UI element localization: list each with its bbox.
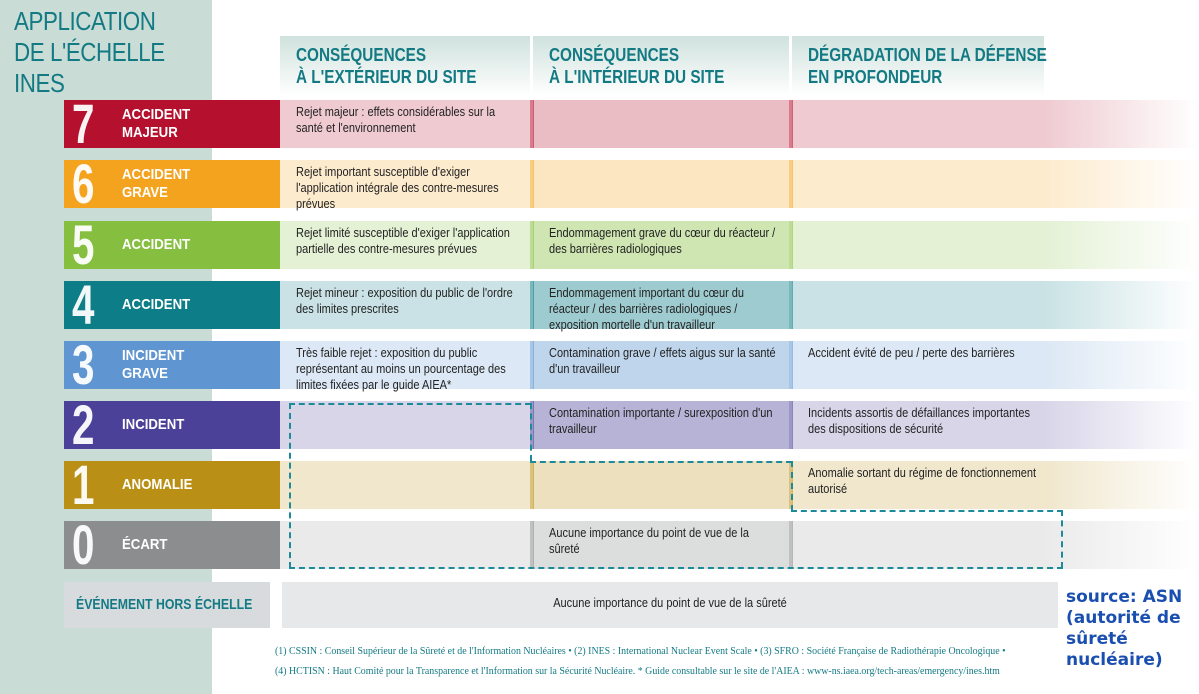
column-header-line: À L'INTÉRIEUR DU SITE bbox=[549, 67, 725, 87]
level-badge bbox=[64, 333, 280, 396]
level-number: 0 bbox=[72, 513, 95, 576]
level-badge bbox=[64, 213, 280, 276]
page-title bbox=[14, 6, 177, 99]
cell-fade bbox=[1045, 160, 1199, 208]
level-badge bbox=[64, 92, 280, 155]
column-header-interieur bbox=[533, 36, 789, 96]
ines-level-row bbox=[64, 393, 1199, 456]
level-label bbox=[122, 166, 254, 202]
cell-exterieur bbox=[280, 341, 530, 392]
level-label bbox=[122, 347, 254, 383]
ines-level-row bbox=[64, 213, 1199, 276]
cell-text: Contamination grave / effets aigus sur la santé d'un travailleur bbox=[549, 346, 776, 376]
cell-text: Accident évité de peu / perte des barrières bbox=[808, 346, 1015, 360]
level-number: 7 bbox=[72, 92, 95, 155]
dashed-boundary-bottom bbox=[289, 567, 1063, 569]
cell-defense bbox=[792, 401, 1045, 449]
cell-exterieur bbox=[280, 401, 530, 449]
column-header-line: CONSÉQUENCES bbox=[549, 45, 680, 65]
cell-interieur bbox=[533, 100, 789, 148]
cell-text: Rejet mineur : exposition du public de l'ordre des limites prescrites bbox=[296, 286, 513, 316]
level-label-line: GRAVE bbox=[122, 365, 168, 382]
cell-fade bbox=[1045, 521, 1199, 569]
column-divider bbox=[789, 521, 793, 569]
cell-text: Anomalie sortant du régime de fonctionnement autorisé bbox=[808, 466, 1037, 496]
column-divider bbox=[789, 401, 793, 449]
cell-exterieur bbox=[280, 461, 530, 509]
cell-text: Rejet important susceptible d'exiger l'application intégrale des contre-mesures prévues bbox=[296, 165, 499, 211]
column-header-line: CONSÉQUENCES bbox=[296, 45, 427, 65]
column-divider bbox=[530, 100, 534, 148]
cell-fade bbox=[1045, 341, 1199, 389]
cell-text: Aucune importance du point de vue de la sûreté bbox=[549, 526, 749, 556]
column-header-line: DÉGRADATION DE LA DÉFENSE bbox=[808, 45, 1047, 65]
cell-interieur bbox=[533, 341, 789, 389]
cell-exterieur bbox=[280, 221, 530, 269]
ines-level-row bbox=[64, 92, 1199, 155]
cell-defense bbox=[792, 461, 1045, 509]
cell-fade bbox=[1045, 221, 1199, 269]
column-divider bbox=[789, 221, 793, 269]
level-badge bbox=[64, 273, 280, 336]
level-badge bbox=[64, 453, 280, 516]
source-line: nucléaire) bbox=[1066, 650, 1163, 670]
column-header-line: EN PROFONDEUR bbox=[808, 67, 943, 87]
level-label-line: ACCIDENT bbox=[122, 106, 191, 123]
cell-interieur bbox=[533, 521, 789, 569]
level-label bbox=[122, 416, 254, 434]
level-number: 5 bbox=[72, 213, 95, 276]
cell-fade bbox=[1045, 100, 1199, 148]
dashed-boundary-right-vertical bbox=[791, 461, 793, 511]
dashed-boundary-mid-horizontal bbox=[530, 461, 792, 463]
cell-defense bbox=[792, 281, 1045, 329]
column-divider bbox=[530, 461, 534, 509]
level-label-line: ACCIDENT bbox=[122, 166, 191, 183]
ines-level-row bbox=[64, 152, 1199, 215]
level-label bbox=[122, 296, 254, 314]
column-divider bbox=[530, 281, 534, 329]
hors-echelle-label bbox=[64, 582, 270, 628]
level-badge bbox=[64, 393, 280, 456]
cell-interieur bbox=[533, 160, 789, 208]
cell-text: Endommagement grave du cœur du réacteur / des barrières radiologiques bbox=[549, 226, 776, 256]
hors-echelle-text: ÉVÉNEMENT HORS ÉCHELLE bbox=[76, 596, 253, 613]
source-note bbox=[1066, 587, 1196, 671]
level-number: 3 bbox=[72, 333, 95, 396]
cell-text: Très faible rejet : exposition du public représentant au moins un pourcentage des limites fixées par le guide AIEA* bbox=[296, 346, 506, 392]
level-label-line: INCIDENT bbox=[122, 416, 185, 433]
source-line: sûreté bbox=[1066, 629, 1128, 649]
ines-level-row bbox=[64, 333, 1199, 396]
column-divider bbox=[530, 521, 534, 569]
hors-echelle-description: Aucune importance du point de vue de la sûreté bbox=[553, 596, 787, 610]
cell-interieur bbox=[533, 461, 789, 509]
title-line-2: DE L'ÉCHELLE INES bbox=[14, 37, 165, 98]
source-line: (autorité de bbox=[1066, 608, 1181, 628]
column-divider bbox=[530, 341, 534, 389]
level-number: 2 bbox=[72, 393, 95, 456]
dashed-boundary-right-horizontal bbox=[791, 510, 1063, 512]
column-divider bbox=[789, 100, 793, 148]
dashed-boundary-mid-vertical bbox=[530, 403, 532, 461]
cell-exterieur bbox=[280, 160, 530, 211]
source-line: source: ASN bbox=[1066, 587, 1183, 607]
level-label-line: ÉCART bbox=[122, 536, 168, 553]
column-divider bbox=[530, 221, 534, 269]
level-label bbox=[122, 536, 254, 554]
column-divider bbox=[530, 160, 534, 208]
ines-level-row bbox=[64, 513, 1199, 576]
cell-interieur bbox=[533, 281, 789, 332]
level-label-line: ANOMALIE bbox=[122, 476, 193, 493]
cell-defense bbox=[792, 100, 1045, 148]
title-line-1: APPLICATION bbox=[14, 6, 156, 36]
dashed-boundary-far-right bbox=[1061, 510, 1063, 568]
level-label-line: ACCIDENT bbox=[122, 296, 191, 313]
dashed-boundary-top-left bbox=[289, 403, 531, 405]
cell-fade bbox=[1045, 401, 1199, 449]
level-label-line: ACCIDENT bbox=[122, 236, 191, 253]
level-label-line: INCIDENT bbox=[122, 347, 185, 364]
cell-exterieur bbox=[280, 281, 530, 329]
cell-defense bbox=[792, 341, 1045, 389]
cell-fade bbox=[1045, 461, 1199, 509]
cell-defense bbox=[792, 160, 1045, 208]
ines-level-row bbox=[64, 273, 1199, 336]
column-divider bbox=[789, 341, 793, 389]
footnote-1: (1) CSSIN : Conseil Supérieur de la Sûreté et de l'Information Nucléaires • (2) INES : International Nuclear Event Scale • (3) SFRO : Société Française de Radiothérapie Oncologique • bbox=[275, 645, 1006, 657]
cell-text: Rejet majeur : effets considérables sur la santé et l'environnement bbox=[296, 105, 496, 135]
column-divider bbox=[789, 160, 793, 208]
cell-exterieur bbox=[280, 100, 530, 148]
level-label-line: MAJEUR bbox=[122, 124, 178, 141]
column-header-line: À L'EXTÉRIEUR DU SITE bbox=[296, 67, 477, 87]
cell-text: Contamination importante / surexposition d'un travailleur bbox=[549, 406, 773, 436]
level-badge bbox=[64, 152, 280, 215]
cell-text: Rejet limité susceptible d'exiger l'application partielle des contre-mesures prévues bbox=[296, 226, 510, 256]
level-label-line: GRAVE bbox=[122, 184, 168, 201]
hors-echelle-bar bbox=[282, 582, 1058, 628]
footnote-2: (4) HCTISN : Haut Comité pour la Transparence et l'Information sur la Sécurité Nucléaire. * Guide consultable sur le site de l'AIEA : www-ns.iaea.org/tech-areas/emergency/ines.htm bbox=[275, 665, 1000, 677]
level-label bbox=[122, 236, 254, 254]
level-badge bbox=[64, 513, 280, 576]
cell-interieur bbox=[533, 401, 789, 449]
column-header-exterieur bbox=[280, 36, 530, 96]
cell-defense bbox=[792, 521, 1045, 569]
column-header-defense bbox=[792, 36, 1047, 96]
level-number: 4 bbox=[72, 273, 95, 336]
level-label bbox=[122, 106, 254, 142]
cell-exterieur bbox=[280, 521, 530, 569]
cell-interieur bbox=[533, 221, 789, 269]
level-number: 6 bbox=[72, 152, 95, 215]
cell-fade bbox=[1045, 281, 1199, 329]
column-divider bbox=[789, 281, 793, 329]
level-number: 1 bbox=[72, 453, 95, 516]
cell-text: Endommagement important du cœur du réacteur / des barrières radiologiques / exposition mortelle d'un travailleur bbox=[549, 286, 745, 332]
cell-defense bbox=[792, 221, 1045, 269]
ines-level-row bbox=[64, 453, 1199, 516]
cell-text: Incidents assortis de défaillances importantes des dispositions de sécurité bbox=[808, 406, 1030, 436]
level-label bbox=[122, 476, 254, 494]
dashed-boundary-left bbox=[289, 403, 291, 568]
